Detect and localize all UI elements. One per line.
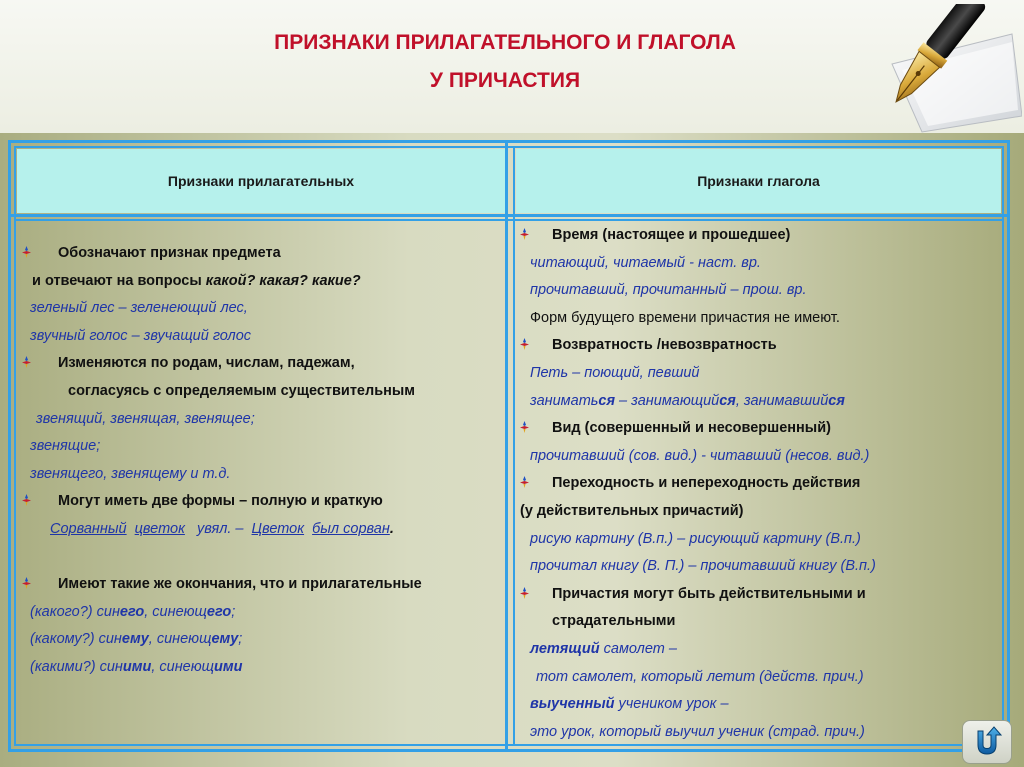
- left-line-2a: и отвечают на вопросы: [32, 272, 206, 289]
- list-item: [18, 654, 504, 682]
- list-item: [18, 350, 504, 378]
- list-item: [18, 433, 504, 461]
- bullet-icon: [520, 476, 529, 488]
- list-item: [516, 443, 1002, 471]
- left-line-8: звенящие;: [30, 438, 101, 455]
- right-line-9: прочитавший (сов. вид.) - читавший (несов. вид.): [530, 447, 870, 464]
- list-item: [516, 719, 1002, 747]
- list-item: [516, 664, 1002, 692]
- right-line-8: Вид (совершенный и несовершенный): [552, 420, 831, 437]
- bullet-icon: [520, 228, 529, 240]
- left-line-11f: .: [389, 520, 394, 537]
- bullet-icon: [22, 577, 31, 589]
- right-line-2: читающий, читаемый - наст. вр.: [530, 254, 761, 271]
- right-line-19: это урок, который выучил ученик (страд. прич.): [530, 723, 865, 740]
- right-line-7f: ся: [828, 392, 845, 409]
- list-item: [18, 488, 504, 516]
- list-item: [18, 406, 504, 434]
- left-line-11d: Цветок: [251, 520, 305, 537]
- header-verb-features: Признаки глагола: [516, 149, 1001, 213]
- left-line-14a: (какому?) син: [30, 631, 122, 648]
- list-item: [516, 305, 1002, 333]
- right-line-6: Петь – поющий, певший: [530, 364, 700, 381]
- left-line-3: зеленый лес – зеленеющий лес,: [30, 300, 248, 317]
- u-turn-back-icon: [970, 725, 1004, 759]
- right-line-18b: учеником урок –: [614, 696, 729, 713]
- bullet-icon: [520, 421, 529, 433]
- list-item: [516, 691, 1002, 719]
- left-line-11e: был сорван: [312, 520, 390, 537]
- bullet-icon: [520, 338, 529, 350]
- left-line-13a: (какого?) син: [30, 603, 120, 620]
- left-line-15d: ими: [214, 658, 243, 675]
- bullet-icon: [22, 494, 31, 506]
- list-item: [516, 360, 1002, 388]
- adjective-features-column: [18, 240, 504, 682]
- list-item: [18, 571, 504, 599]
- right-line-3: прочитавший, прочитанный – прош. вр.: [530, 282, 807, 299]
- list-item: [18, 516, 504, 544]
- list-item: [516, 526, 1002, 554]
- left-line-6: согласуясь с определяемым существительным: [68, 382, 415, 399]
- left-line-15c: , синеющ: [151, 658, 214, 675]
- right-line-7b: ся: [598, 392, 616, 409]
- left-line-15b: ими: [122, 658, 152, 675]
- left-line-9: звенящего, звенящему и т.д.: [30, 465, 231, 482]
- list-item: [18, 240, 504, 268]
- right-line-12: рисую картину (В.п.) – рисующий картину (В.п.): [530, 530, 861, 547]
- list-item: [18, 378, 504, 406]
- bullet-icon: [520, 587, 529, 599]
- list-item: [516, 415, 1002, 443]
- left-line-14b: ему: [121, 631, 149, 648]
- left-line-13e: ;: [231, 603, 236, 620]
- left-line-15a: (какими?) син: [30, 658, 123, 675]
- fountain-pen-icon: [862, 4, 1022, 134]
- right-line-18a: выученный: [530, 696, 615, 713]
- left-line-4: звучный голос – звучащий голос: [30, 327, 252, 344]
- right-line-16a: летящий: [530, 640, 600, 657]
- right-line-1: Время (настоящее и прошедшее): [552, 227, 791, 243]
- right-line-13: прочитал книгу (В. П.) – прочитавший книгу (В.п.): [530, 558, 876, 575]
- left-line-1: Обозначают признак предмета: [58, 245, 281, 261]
- header-adjective-features: Признаки прилагательных: [17, 149, 505, 213]
- right-line-7e: , занимавший: [735, 392, 829, 409]
- list-item: [18, 599, 504, 627]
- list-item: [516, 636, 1002, 664]
- left-line-12: Имеют такие же окончания, что и прилагательные: [58, 576, 422, 593]
- left-line-13c: , синеющ: [144, 603, 207, 620]
- bullet-icon: [22, 246, 31, 258]
- list-item: [516, 470, 1002, 498]
- right-line-15: страдательными: [552, 613, 676, 630]
- list-item: [516, 608, 1002, 636]
- bullet-icon: [22, 356, 31, 368]
- left-line-5: Изменяются по родам, числам, падежам,: [58, 355, 355, 372]
- right-line-17: тот самолет, который летит (действ. прич.): [536, 668, 864, 685]
- list-item: [18, 295, 504, 323]
- list-item: [18, 268, 504, 296]
- list-item: [18, 323, 504, 351]
- list-item: [516, 332, 1002, 360]
- right-line-14: Причастия могут быть действительными и: [552, 585, 866, 602]
- list-item: [516, 581, 1002, 609]
- left-line-14c: , синеющ: [148, 631, 212, 648]
- left-line-10: Могут иметь две формы – полную и краткую: [58, 493, 383, 510]
- right-line-7d: ся: [719, 392, 736, 409]
- list-item: [516, 222, 1002, 250]
- left-line-2b: какой? какая? какие?: [205, 272, 361, 289]
- list-item: [516, 250, 1002, 278]
- verb-features-column: [516, 222, 1002, 746]
- title-line-2: У ПРИЧАСТИЯ: [429, 69, 581, 92]
- list-item: [516, 553, 1002, 581]
- right-line-11: (у действительных причастий): [520, 502, 744, 519]
- column-divider: [505, 140, 508, 752]
- left-line-13d: его: [206, 603, 232, 620]
- list-item: заниматься – занимающийся, занимавшийся: [530, 392, 845, 409]
- left-line-11c: увял. –: [196, 520, 244, 537]
- title-line-1: ПРИЗНАКИ ПРИЛАГАТЕЛЬНОГО И ГЛАГОЛА: [274, 31, 736, 54]
- right-line-5: Возвратность /невозвратность: [552, 337, 777, 354]
- left-line-13b: его: [119, 603, 145, 620]
- left-line-11a: Сорванный: [50, 520, 127, 537]
- left-line-7: звенящий, звенящая, звенящее;: [36, 410, 255, 427]
- right-line-10: Переходность и непереходность действия: [552, 475, 861, 492]
- right-line-16b: самолет –: [599, 640, 677, 657]
- slide-title: [190, 24, 820, 100]
- list-item: [18, 461, 504, 489]
- header-border: [8, 214, 1010, 217]
- list-spacer: [18, 544, 504, 572]
- back-button[interactable]: [962, 720, 1012, 764]
- list-item: [516, 277, 1002, 305]
- left-line-11b: цветок: [134, 520, 185, 537]
- left-line-14e: ;: [238, 631, 243, 648]
- right-line-7c: – занимающий: [615, 392, 720, 409]
- left-line-14d: ему: [211, 631, 239, 648]
- list-item: [516, 498, 1002, 526]
- list-item: [18, 626, 504, 654]
- right-line-4: Форм будущего времени причастия не имеют.: [530, 309, 840, 326]
- header-border-inner: [14, 219, 1004, 221]
- column-divider-inner: [513, 146, 515, 746]
